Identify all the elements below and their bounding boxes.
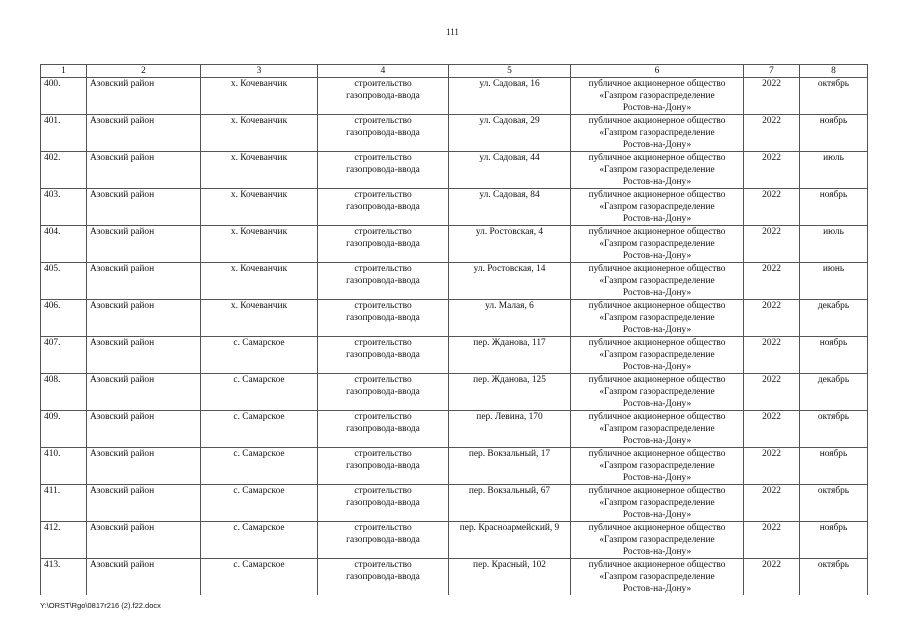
page-number: 111 <box>446 27 459 37</box>
month-cell: декабрь <box>800 300 868 337</box>
district-cell: Азовский район <box>87 448 201 485</box>
work-type-cell: строительство газопровода-ввода <box>318 115 449 152</box>
table-row <box>41 522 868 559</box>
settlement-cell: с. Самарское <box>201 374 318 411</box>
district-cell: Азовский район <box>87 374 201 411</box>
address-cell: ул. Садовая, 84 <box>449 189 571 226</box>
settlement-cell: х. Кочеванчик <box>201 189 318 226</box>
table-row <box>41 78 868 115</box>
month-cell: июль <box>800 152 868 189</box>
organization-cell: публичное акционерное общество «Газпром газораспределение Ростов-на-Дону» <box>571 374 744 411</box>
organization-cell: публичное акционерное общество «Газпром газораспределение Ростов-на-Дону» <box>571 559 744 596</box>
row-number: 402. <box>41 152 87 189</box>
row-number: 411. <box>41 485 87 522</box>
year-cell: 2022 <box>744 559 800 596</box>
column-number-4: 4 <box>318 65 449 78</box>
organization-cell: публичное акционерное общество «Газпром газораспределение Ростов-на-Дону» <box>571 263 744 300</box>
settlement-cell: х. Кочеванчик <box>201 78 318 115</box>
organization-cell: публичное акционерное общество «Газпром газораспределение Ростов-на-Дону» <box>571 78 744 115</box>
year-cell: 2022 <box>744 78 800 115</box>
row-number: 410. <box>41 448 87 485</box>
address-cell: пер. Жданова, 117 <box>449 337 571 374</box>
table-row <box>41 226 868 263</box>
district-cell: Азовский район <box>87 300 201 337</box>
row-number: 403. <box>41 189 87 226</box>
column-number-3: 3 <box>201 65 318 78</box>
row-number: 401. <box>41 115 87 152</box>
address-cell: ул. Ростовская, 14 <box>449 263 571 300</box>
settlement-cell: х. Кочеванчик <box>201 152 318 189</box>
settlement-cell: х. Кочеванчик <box>201 300 318 337</box>
organization-cell: публичное акционерное общество «Газпром газораспределение Ростов-на-Дону» <box>571 226 744 263</box>
table-row <box>41 448 868 485</box>
month-cell: октябрь <box>800 559 868 596</box>
settlement-cell: х. Кочеванчик <box>201 115 318 152</box>
row-number: 409. <box>41 411 87 448</box>
address-cell: пер. Жданова, 125 <box>449 374 571 411</box>
district-cell: Азовский район <box>87 263 201 300</box>
organization-cell: публичное акционерное общество «Газпром газораспределение Ростов-на-Дону» <box>571 152 744 189</box>
year-cell: 2022 <box>744 522 800 559</box>
month-cell: октябрь <box>800 411 868 448</box>
settlement-cell: х. Кочеванчик <box>201 226 318 263</box>
row-number: 404. <box>41 226 87 263</box>
column-number-8: 8 <box>800 65 868 78</box>
district-cell: Азовский район <box>87 522 201 559</box>
work-type-cell: строительство газопровода-ввода <box>318 559 449 596</box>
table-row <box>41 411 868 448</box>
row-number: 405. <box>41 263 87 300</box>
settlement-cell: с. Самарское <box>201 411 318 448</box>
table-body <box>41 78 868 596</box>
organization-cell: публичное акционерное общество «Газпром газораспределение Ростов-на-Дону» <box>571 411 744 448</box>
table-row <box>41 374 868 411</box>
month-cell: июнь <box>800 263 868 300</box>
district-cell: Азовский район <box>87 411 201 448</box>
year-cell: 2022 <box>744 411 800 448</box>
table-row <box>41 337 868 374</box>
month-cell: ноябрь <box>800 189 868 226</box>
work-type-cell: строительство газопровода-ввода <box>318 448 449 485</box>
work-type-cell: строительство газопровода-ввода <box>318 374 449 411</box>
month-cell: ноябрь <box>800 448 868 485</box>
district-cell: Азовский район <box>87 559 201 596</box>
month-cell: октябрь <box>800 485 868 522</box>
table-row <box>41 485 868 522</box>
month-cell: ноябрь <box>800 522 868 559</box>
year-cell: 2022 <box>744 337 800 374</box>
settlement-cell: с. Самарское <box>201 337 318 374</box>
work-type-cell: строительство газопровода-ввода <box>318 152 449 189</box>
address-cell: пер. Вокзальный, 67 <box>449 485 571 522</box>
year-cell: 2022 <box>744 226 800 263</box>
organization-cell: публичное акционерное общество «Газпром газораспределение Ростов-на-Дону» <box>571 337 744 374</box>
work-type-cell: строительство газопровода-ввода <box>318 300 449 337</box>
table-row <box>41 263 868 300</box>
address-cell: пер. Левина, 170 <box>449 411 571 448</box>
month-cell: декабрь <box>800 374 868 411</box>
work-type-cell: строительство газопровода-ввода <box>318 78 449 115</box>
organization-cell: публичное акционерное общество «Газпром газораспределение Ростов-на-Дону» <box>571 300 744 337</box>
row-number: 406. <box>41 300 87 337</box>
year-cell: 2022 <box>744 300 800 337</box>
district-cell: Азовский район <box>87 152 201 189</box>
work-type-cell: строительство газопровода-ввода <box>318 337 449 374</box>
table-row <box>41 152 868 189</box>
row-number: 412. <box>41 522 87 559</box>
schedule-table <box>40 64 868 595</box>
column-number-5: 5 <box>449 65 571 78</box>
address-cell: ул. Садовая, 44 <box>449 152 571 189</box>
address-cell: ул. Малая, 6 <box>449 300 571 337</box>
district-cell: Азовский район <box>87 189 201 226</box>
work-type-cell: строительство газопровода-ввода <box>318 522 449 559</box>
table-row <box>41 189 868 226</box>
address-cell: пер. Вокзальный, 17 <box>449 448 571 485</box>
column-number-row <box>41 65 868 78</box>
address-cell: ул. Садовая, 29 <box>449 115 571 152</box>
year-cell: 2022 <box>744 448 800 485</box>
address-cell: пер. Красный, 102 <box>449 559 571 596</box>
row-number: 408. <box>41 374 87 411</box>
work-type-cell: строительство газопровода-ввода <box>318 226 449 263</box>
column-number-1: 1 <box>41 65 87 78</box>
organization-cell: публичное акционерное общество «Газпром газораспределение Ростов-на-Дону» <box>571 522 744 559</box>
table-row <box>41 300 868 337</box>
row-number: 407. <box>41 337 87 374</box>
organization-cell: публичное акционерное общество «Газпром газораспределение Ростов-на-Дону» <box>571 115 744 152</box>
work-type-cell: строительство газопровода-ввода <box>318 189 449 226</box>
file-path-footer: Y:\ORST\Rgo\0817r216 (2).f22.docx <box>40 601 161 610</box>
year-cell: 2022 <box>744 152 800 189</box>
work-type-cell: строительство газопровода-ввода <box>318 411 449 448</box>
settlement-cell: с. Самарское <box>201 448 318 485</box>
column-number-6: 6 <box>571 65 744 78</box>
organization-cell: публичное акционерное общество «Газпром газораспределение Ростов-на-Дону» <box>571 448 744 485</box>
row-number: 413. <box>41 559 87 596</box>
address-cell: ул. Ростовская, 4 <box>449 226 571 263</box>
month-cell: октябрь <box>800 78 868 115</box>
settlement-cell: с. Самарское <box>201 559 318 596</box>
year-cell: 2022 <box>744 115 800 152</box>
column-number-2: 2 <box>87 65 201 78</box>
month-cell: июль <box>800 226 868 263</box>
year-cell: 2022 <box>744 189 800 226</box>
address-cell: пер. Красноармейский, 9 <box>449 522 571 559</box>
year-cell: 2022 <box>744 374 800 411</box>
settlement-cell: х. Кочеванчик <box>201 263 318 300</box>
address-cell: ул. Садовая, 16 <box>449 78 571 115</box>
district-cell: Азовский район <box>87 337 201 374</box>
district-cell: Азовский район <box>87 226 201 263</box>
table-row <box>41 115 868 152</box>
work-type-cell: строительство газопровода-ввода <box>318 263 449 300</box>
settlement-cell: с. Самарское <box>201 522 318 559</box>
year-cell: 2022 <box>744 263 800 300</box>
organization-cell: публичное акционерное общество «Газпром газораспределение Ростов-на-Дону» <box>571 189 744 226</box>
table-row <box>41 559 868 596</box>
row-number: 400. <box>41 78 87 115</box>
district-cell: Азовский район <box>87 78 201 115</box>
organization-cell: публичное акционерное общество «Газпром газораспределение Ростов-на-Дону» <box>571 485 744 522</box>
district-cell: Азовский район <box>87 115 201 152</box>
column-number-7: 7 <box>744 65 800 78</box>
month-cell: ноябрь <box>800 115 868 152</box>
year-cell: 2022 <box>744 485 800 522</box>
work-type-cell: строительство газопровода-ввода <box>318 485 449 522</box>
settlement-cell: с. Самарское <box>201 485 318 522</box>
month-cell: ноябрь <box>800 337 868 374</box>
district-cell: Азовский район <box>87 485 201 522</box>
